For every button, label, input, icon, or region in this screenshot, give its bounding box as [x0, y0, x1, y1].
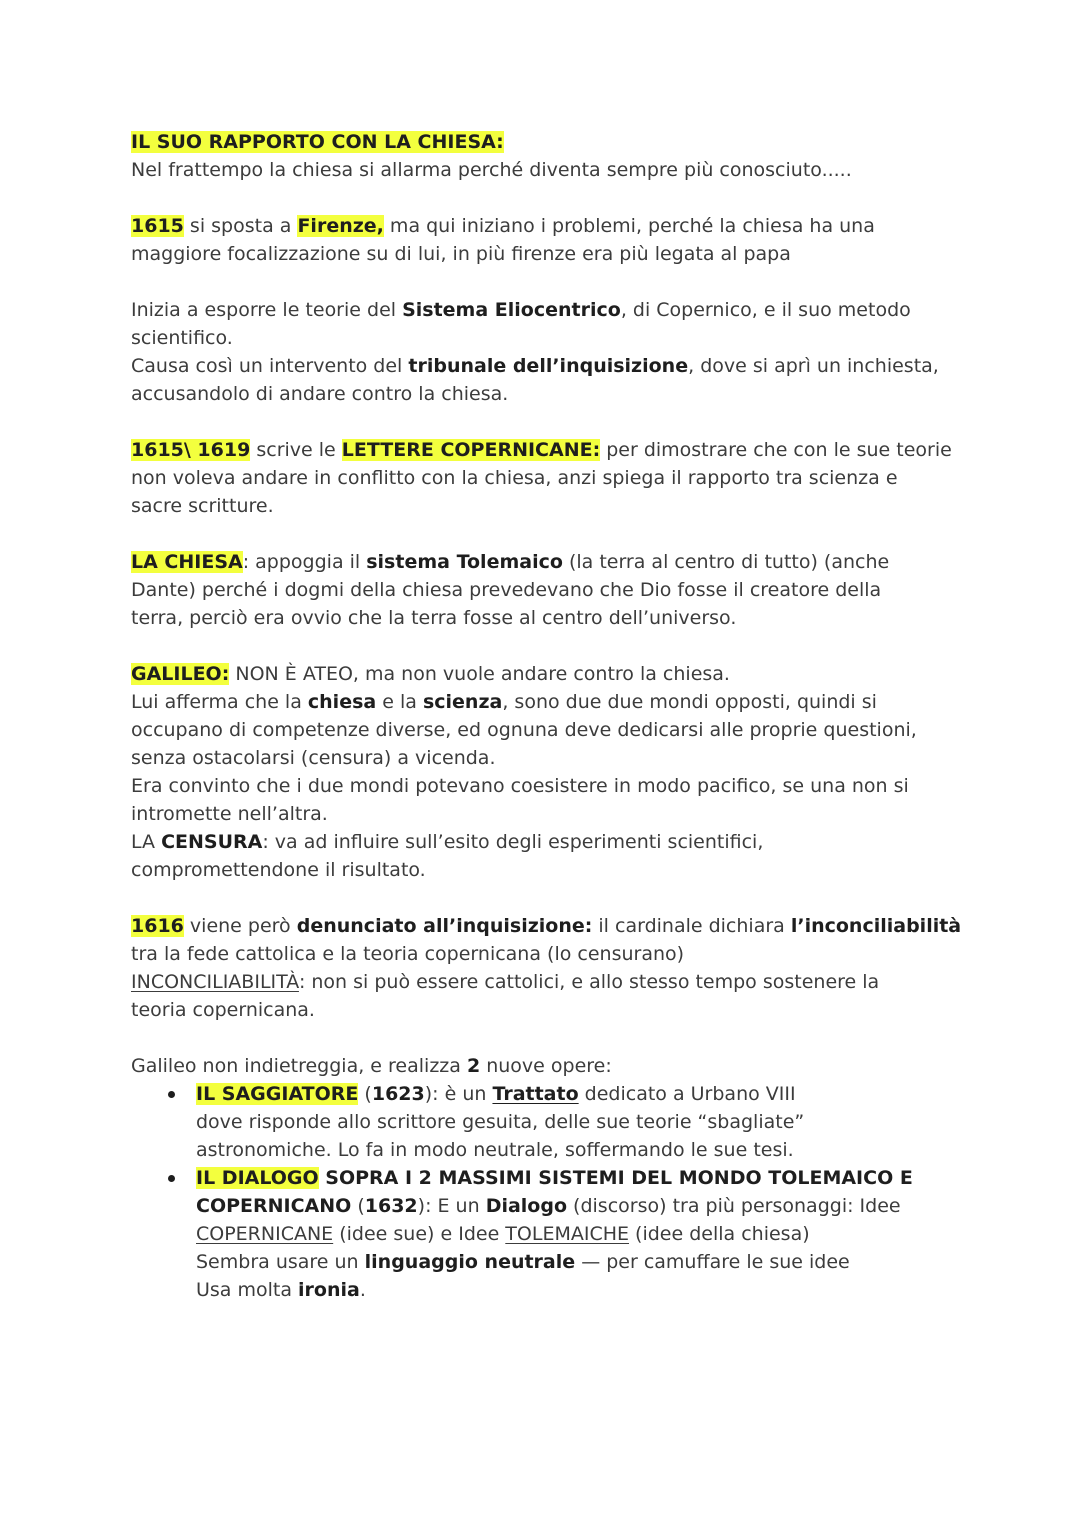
text-run: : non si può essere cattolici, e allo stesso tempo sostenere la: [298, 971, 880, 993]
text-line: Era convinto che i due mondi potevano coesistere in modo pacifico, se una non si: [131, 775, 909, 797]
text-run: : va ad influire sull’esito degli esperimenti scientifici,: [262, 831, 764, 853]
text-run: Lui afferma che la: [131, 691, 308, 713]
bold-text: IL SAGGIATORE: [196, 1083, 359, 1105]
text-line: [196, 1220, 961, 1248]
bold-text: SOPRA I 2 MASSIMI SISTEMI DEL MONDO TOLEMAICO E: [318, 1167, 913, 1189]
bold-text: LA CHIESA: [131, 551, 243, 573]
text-line: [131, 688, 961, 716]
text-run: LA: [131, 831, 162, 853]
text-line: [131, 296, 961, 324]
bold-text: tribunale dell’inquisizione: [408, 355, 689, 377]
bold-text: Firenze,: [297, 215, 384, 237]
paragraph-galileo: [131, 660, 961, 884]
text-run: nuove opere:: [480, 1055, 612, 1077]
paragraph-chiesa: [131, 548, 961, 632]
text-run: , sono due due mondi opposti, quindi si: [502, 691, 877, 713]
section-heading: [131, 128, 961, 156]
text-line: [131, 436, 961, 464]
text-run: (la terra al centro di tutto) (anche: [562, 551, 890, 573]
text-run: ): è un: [424, 1083, 493, 1105]
text-run: per dimostrare che con le sue teorie: [600, 439, 952, 461]
bold-text: l’inconciliabilità: [790, 915, 962, 937]
text-run: : appoggia il: [242, 551, 367, 573]
text-line: [131, 828, 961, 856]
text-line: [196, 1192, 961, 1220]
text-line: accusandolo di andare contro la chiesa.: [131, 383, 509, 405]
text-run: Sembra usare un: [196, 1251, 365, 1273]
bold-text: linguaggio neutrale: [364, 1251, 576, 1273]
document-body: [131, 128, 961, 1304]
text-line: [196, 1080, 961, 1108]
text-run: si sposta a: [183, 215, 298, 237]
text-line: compromettendone il risultato.: [131, 859, 426, 881]
bold-text: 1632: [364, 1195, 418, 1217]
bold-text: CENSURA: [161, 831, 263, 853]
text-run: il cardinale dichiara: [592, 915, 791, 937]
bold-text: COPERNICANO: [196, 1195, 352, 1217]
text-run: NON È ATEO, ma non vuole andare contro la chiesa.: [229, 663, 730, 685]
text-run: , di Copernico, e il suo metodo: [620, 299, 911, 321]
bold-text: scienza: [422, 691, 503, 713]
text-run: ma qui iniziano i problemi, perché la chiesa ha una: [383, 215, 875, 237]
list-item-saggiatore: [131, 1080, 961, 1164]
text-run: COPERNICANE: [196, 1223, 334, 1245]
text-line: non voleva andare in conflitto con la chiesa, anzi spiega il rapporto tra scienza e: [131, 467, 898, 489]
text-run: (: [351, 1195, 365, 1217]
text-line: intromette nell’altra.: [131, 803, 328, 825]
text-run: e la: [376, 691, 423, 713]
text-run: scrive le: [250, 439, 342, 461]
intro-line: Nel frattempo la chiesa si allarma perché diventa sempre più conosciuto.....: [131, 159, 852, 181]
paragraph-spacer: [131, 884, 961, 912]
bullet-icon: [168, 1175, 175, 1182]
paragraph-1616: [131, 912, 961, 1024]
text-run: viene però: [183, 915, 297, 937]
bold-text: 1616: [131, 915, 184, 937]
bold-text: 1623: [371, 1083, 425, 1105]
bold-text: LETTERE COPERNICANE:: [341, 439, 601, 461]
bold-text: IL SUO RAPPORTO CON LA CHIESA:: [131, 131, 504, 153]
text-line: [131, 548, 961, 576]
paragraph-spacer: [131, 520, 961, 548]
paragraph-teorie: [131, 296, 961, 408]
bold-text: 2: [466, 1055, 481, 1077]
text-line: terra, perciò era ovvio che la terra fosse al centro dell’universo.: [131, 607, 737, 629]
bold-text: Trattato: [492, 1083, 579, 1105]
text-run: , dove si aprì un inchiesta,: [688, 355, 939, 377]
text-line: senza ostacolarsi (censura) a vicenda.: [131, 747, 496, 769]
text-run: .: [359, 1279, 366, 1301]
text-run: (discorso) tra più personaggi: Idee: [567, 1195, 901, 1217]
bold-text: 1615\ 1619: [131, 439, 251, 461]
bold-text: 1615: [131, 215, 184, 237]
list-item-dialogo: [131, 1164, 961, 1304]
text-line: maggiore focalizzazione su di lui, in più firenze era più legata al papa: [131, 243, 791, 265]
text-line: dove risponde allo scrittore gesuita, delle sue teorie “sbagliate”: [196, 1111, 805, 1133]
paragraph-lettere: [131, 436, 961, 520]
bold-text: sistema Tolemaico: [366, 551, 563, 573]
bold-text: Dialogo: [485, 1195, 568, 1217]
text-run: (: [358, 1083, 372, 1105]
text-run: — per camuffare le sue idee: [575, 1251, 850, 1273]
paragraph-spacer: [131, 268, 961, 296]
paragraph-spacer: [131, 408, 961, 436]
bold-text: GALILEO:: [131, 663, 230, 685]
text-run: dedicato a Urbano VIII: [578, 1083, 796, 1105]
text-line: sacre scritture.: [131, 495, 274, 517]
text-line: [131, 352, 961, 380]
text-line: [196, 1164, 961, 1192]
paragraph-1615: [131, 212, 961, 268]
opere-list: [131, 1080, 961, 1304]
text-line: occupano di competenze diverse, ed ognuna deve dedicarsi alle proprie questioni,: [131, 719, 917, 741]
bold-text: IL DIALOGO: [196, 1167, 319, 1189]
text-line: tra la fede cattolica e la teoria copernicana (lo censurano): [131, 943, 685, 965]
bold-text: denunciato all’inquisizione:: [296, 915, 593, 937]
paragraph-opere: [131, 1052, 961, 1304]
bold-text: Sistema Eliocentrico: [402, 299, 621, 321]
text-line: [131, 968, 961, 996]
paragraph-spacer: [131, 1024, 961, 1052]
text-line: [196, 1248, 961, 1276]
text-line: Dante) perché i dogmi della chiesa prevedevano che Dio fosse il creatore della: [131, 579, 882, 601]
text-line: [196, 1276, 961, 1304]
text-run: Galileo non indietreggia, e realizza: [131, 1055, 467, 1077]
bold-text: chiesa: [307, 691, 377, 713]
text-line: [131, 1052, 961, 1080]
text-run: Usa molta: [196, 1279, 299, 1301]
paragraph-spacer: [131, 184, 961, 212]
text-run: TOLEMAICHE: [505, 1223, 630, 1245]
bullet-icon: [168, 1091, 175, 1098]
text-run: (idee sue) e Idee: [333, 1223, 506, 1245]
text-line: astronomiche. Lo fa in modo neutrale, soffermando le sue tesi.: [196, 1139, 794, 1161]
text-line: [131, 660, 961, 688]
text-run: Causa così un intervento del: [131, 355, 409, 377]
text-line: scientifico.: [131, 327, 233, 349]
text-run: INCONCILIABILITÀ: [131, 971, 299, 993]
paragraph-spacer: [131, 632, 961, 660]
text-run: (idee della chiesa): [629, 1223, 810, 1245]
text-run: ): E un: [417, 1195, 486, 1217]
text-line: [131, 912, 961, 940]
text-run: Inizia a esporre le teorie del: [131, 299, 403, 321]
text-line: [131, 212, 961, 240]
bold-text: ironia: [298, 1279, 360, 1301]
text-line: teoria copernicana.: [131, 999, 315, 1021]
